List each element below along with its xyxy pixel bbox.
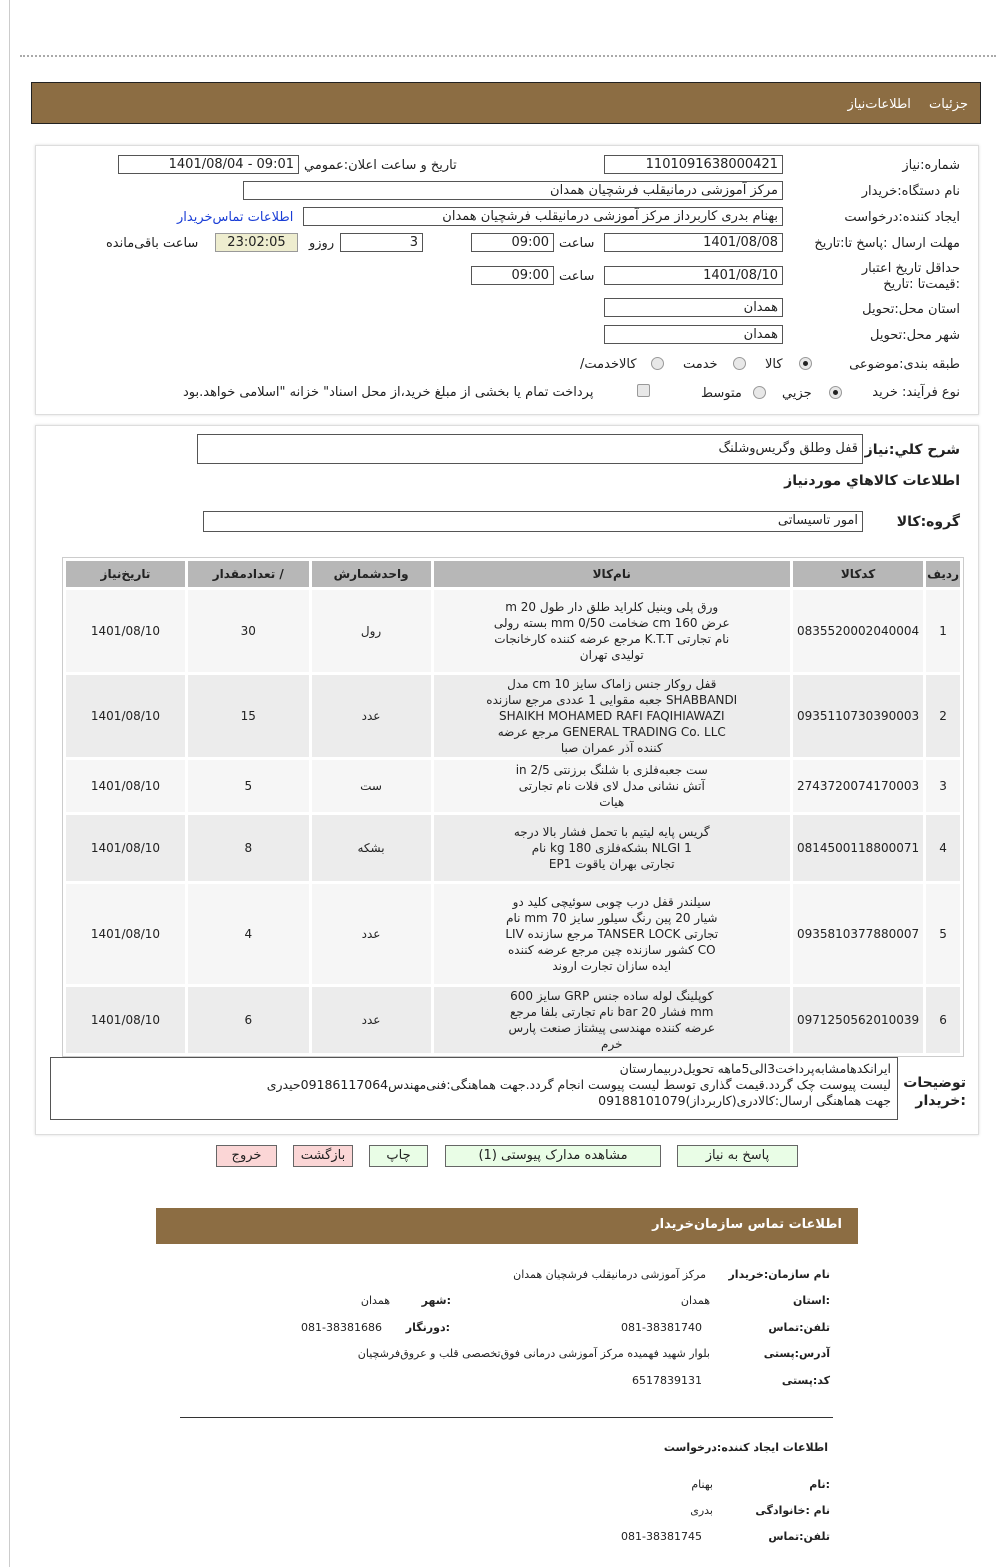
process-minor-label: جزيي bbox=[782, 386, 812, 401]
creator-name-label: :نام bbox=[809, 1478, 830, 1491]
group-label: گروه:کالا bbox=[896, 514, 960, 530]
category-goods-label: کالا bbox=[765, 357, 783, 372]
buyer-org-field: مرکز آموزشی درمانیقلب فرشچیان همدان bbox=[243, 181, 783, 200]
view-attachments-button[interactable]: مشاهده مدارک پیوستی (1) bbox=[445, 1145, 661, 1167]
item-unit: بشکه bbox=[312, 815, 431, 881]
table-row bbox=[66, 590, 960, 672]
top-divider bbox=[20, 55, 996, 57]
deadline-time-label: ساعت bbox=[559, 236, 595, 251]
item-unit: عدد bbox=[312, 987, 431, 1053]
contact-fax-value: 081-38381686 bbox=[301, 1321, 382, 1334]
item-qty: 5 bbox=[188, 760, 309, 812]
item-unit: عدد bbox=[312, 884, 431, 984]
category-label: طبقه بندی:موضوعی bbox=[849, 357, 960, 372]
notes-line-1: ایرانکدهامشابه‌پرداخت3الی5ماهه تحویل‌دربیمارستان bbox=[619, 1061, 891, 1076]
item-date: 1401/08/10 bbox=[66, 760, 185, 812]
deadline-time-field: 09:00 bbox=[471, 233, 554, 252]
item-name: قفل روکار جنس زاماک سایز 10 cm مدل SHABBANDI جعبه مقوایی 1 عددی مرجع سازنده SHAIKH MOHAMED RAFI FAQIHIAWAZI GENERAL TRADING Co. LLC مرجع عرضه کننده آذر عمران صبا bbox=[434, 675, 790, 757]
contact-phone-value: 081-38381740 bbox=[621, 1321, 702, 1334]
respond-button[interactable]: پاسخ به نیاز bbox=[677, 1145, 798, 1167]
item-name: گریس پایه لیتیم با تحمل فشار بالا درجه NLGI 1 بشکه‌فلزی 180 kg نام تجارتی بهران یاقوت EP1 bbox=[434, 815, 790, 881]
deadline-date-field: 1401/08/08 bbox=[604, 233, 783, 252]
treasury-payment-checkbox[interactable] bbox=[637, 384, 650, 397]
item-code: 0935810377880007 bbox=[793, 884, 923, 984]
section-divider bbox=[180, 1417, 833, 1418]
col-unit: واحدشمارش bbox=[312, 561, 431, 587]
buyer-notes-label: توضیحات :خریدار bbox=[903, 1075, 966, 1109]
contact-fax-label: :دورنگار bbox=[405, 1321, 450, 1334]
item-qty: 4 bbox=[188, 884, 309, 984]
org-label: نام سازمان:خریدار bbox=[728, 1268, 830, 1281]
row-number: 2 bbox=[926, 675, 960, 757]
process-minor-radio[interactable] bbox=[829, 386, 842, 399]
buyer-org-label: نام دستگاه:خریدار bbox=[861, 184, 960, 199]
goods-table bbox=[62, 557, 964, 1057]
table-row bbox=[66, 987, 960, 1053]
print-button[interactable]: چاپ bbox=[369, 1145, 428, 1167]
category-service-radio[interactable] bbox=[733, 357, 746, 370]
treasury-payment-label: پرداخت تمام یا بخشی از مبلغ خرید،از محل اسناد" خزانه "اسلامی خواهد.بود bbox=[183, 385, 594, 400]
validity-time-field: 09:00 bbox=[471, 266, 554, 285]
remaining-timer: 23:02:05 bbox=[215, 233, 298, 252]
contact-province-label: :استان bbox=[793, 1294, 830, 1307]
province-label: استان محل:تحویل bbox=[862, 302, 960, 317]
item-code: 0935110730390003 bbox=[793, 675, 923, 757]
validity-label: حداقل تاریخ اعتبار :قیمت‌تا :تاریخ bbox=[861, 261, 960, 292]
table-row bbox=[66, 884, 960, 984]
creator-phone-label: تلفن:تماس bbox=[768, 1530, 830, 1543]
item-date: 1401/08/10 bbox=[66, 884, 185, 984]
contact-province-value: همدان bbox=[680, 1294, 710, 1307]
contact-city-value: همدان bbox=[360, 1294, 390, 1307]
row-number: 5 bbox=[926, 884, 960, 984]
row-number: 1 bbox=[926, 590, 960, 672]
contact-phone-label: تلفن:تماس bbox=[768, 1321, 830, 1334]
notes-line-2: لیست پیوست چک گردد.قیمت گذاری توسط لیست پیوست انجام گردد.جهت هماهنگی:فنی‌مهندس09186117064حیدری bbox=[266, 1077, 891, 1092]
item-code: 2743720074170003 bbox=[793, 760, 923, 812]
deadline-label: مهلت ارسال :پاسخ تا:تاریخ bbox=[814, 236, 960, 251]
row-number: 4 bbox=[926, 815, 960, 881]
process-medium-radio[interactable] bbox=[753, 386, 766, 399]
buyer-contact-link[interactable]: اطلاعات تماس‌خریدار bbox=[177, 210, 294, 225]
summary-field: قفل وطلق وگریس‌وشلنگ bbox=[197, 434, 863, 464]
col-date: تاریخ‌نیاز bbox=[66, 561, 185, 587]
item-qty: 8 bbox=[188, 815, 309, 881]
city-label: شهر محل:تحویل bbox=[870, 328, 960, 343]
row-number: 6 bbox=[926, 987, 960, 1053]
item-name: ورق پلی وینیل کلراید طلق دار طول 20 m عرض 160 cm ضخامت 0/50 mm بسته رولی نام تجارتی K.T.T مرجع عرضه کننده کارخانجات تولیدی تهران bbox=[434, 590, 790, 672]
category-goods-service-label: /کالاخدمت bbox=[580, 357, 637, 372]
item-name: کوپلینگ لوله ساده جنس GRP سایز 600 mm فشار 20 bar نام تجارتی بلفا مرجع عرضه کننده مهندسی پیشتاز صنعت پارس خرم bbox=[434, 987, 790, 1053]
validity-date-field: 1401/08/10 bbox=[604, 266, 783, 285]
buyer-notes-box bbox=[50, 1057, 898, 1120]
contact-address-value: بلوار شهید فهمیده مرکز آموزشی درمانی فوق‌تخصصی قلب و عروق‌فرشچیان bbox=[357, 1347, 710, 1360]
days-label: روزو bbox=[309, 236, 335, 251]
col-row: ردیف bbox=[926, 561, 960, 587]
item-date: 1401/08/10 bbox=[66, 590, 185, 672]
validity-time-label: ساعت bbox=[559, 269, 595, 284]
page-header-bar bbox=[31, 82, 981, 124]
item-unit: عدد bbox=[312, 675, 431, 757]
col-name: نام‌کالا bbox=[434, 561, 790, 587]
item-date: 1401/08/10 bbox=[66, 987, 185, 1053]
contact-postal-label: کد:پستی bbox=[781, 1374, 830, 1387]
category-service-label: خدمت bbox=[683, 357, 718, 372]
table-header-row bbox=[66, 561, 960, 587]
contact-address-label: آدرس:پستی bbox=[763, 1347, 830, 1360]
province-field: همدان bbox=[604, 298, 783, 317]
announce-field: 1401/08/04 - 09:01 bbox=[118, 155, 299, 174]
tab-need-info[interactable]: اطلاعات‌نیاز bbox=[847, 97, 911, 112]
goods-title: اطلاعات کالاهاي موردنياز bbox=[784, 473, 960, 489]
item-qty: 15 bbox=[188, 675, 309, 757]
item-date: 1401/08/10 bbox=[66, 815, 185, 881]
group-field: امور تاسیساتی bbox=[203, 511, 863, 532]
item-qty: 30 bbox=[188, 590, 309, 672]
category-goods-radio[interactable] bbox=[799, 357, 812, 370]
item-name: سیلندر قفل درب چوبی سوئیچی کلید دو شیار 20 پین رنگ سیلور سایز 70 mm نام تجارتی TANSER LOCK مرجع سازنده LIV CO کشور سازنده چین مرجع عرضه کننده ایده سازان تجارت اروند bbox=[434, 884, 790, 984]
page-left-rule bbox=[9, 0, 10, 1567]
col-code: کدکالا bbox=[793, 561, 923, 587]
item-code: 0971250562010039 bbox=[793, 987, 923, 1053]
creator-label: ایجاد کننده:درخواست bbox=[844, 210, 960, 225]
exit-button[interactable]: خروج bbox=[216, 1145, 277, 1167]
summary-label: شرح کلي:نیاز bbox=[864, 442, 960, 458]
remaining-label: ساعت باقی‌مانده bbox=[106, 236, 199, 251]
row-number: 3 bbox=[926, 760, 960, 812]
creator-family-value: بدری bbox=[690, 1504, 713, 1517]
announce-label: تاریخ و ساعت اعلان:عمومي bbox=[304, 158, 457, 173]
item-name: ست جعبه‌فلزی با شلنگ برزنتی 2/5 in آتش نشانی مدل لای فلات نام تجارتی هیات bbox=[434, 760, 790, 812]
category-goods-service-radio[interactable] bbox=[651, 357, 664, 370]
tab-details[interactable]: جزئیات bbox=[929, 97, 968, 112]
creator-field: بهنام بدری کاربرداز مرکز آموزشی درمانیقلب فرشچیان همدان bbox=[303, 207, 783, 226]
org-value: مرکز آموزشی درمانیقلب فرشچیان همدان bbox=[513, 1268, 706, 1281]
table-row bbox=[66, 760, 960, 812]
item-code: 0814500118800071 bbox=[793, 815, 923, 881]
need-number-label: شماره:نیاز bbox=[902, 158, 960, 173]
contact-postal-value: 6517839131 bbox=[632, 1374, 702, 1387]
days-field: 3 bbox=[340, 233, 423, 252]
item-qty: 6 bbox=[188, 987, 309, 1053]
col-qty: / تعدادمقدار bbox=[188, 561, 309, 587]
creator-family-label: نام :خانوادگی bbox=[755, 1504, 830, 1517]
item-date: 1401/08/10 bbox=[66, 675, 185, 757]
back-button[interactable]: بازگشت bbox=[293, 1145, 353, 1167]
notes-line-3: جهت هماهنگی ارسال:کالادری(کاربرداز)09188101079 bbox=[598, 1093, 891, 1108]
city-field: همدان bbox=[604, 325, 783, 344]
creator-info-title: اطلاعات ایجاد کننده:درخواست bbox=[663, 1441, 828, 1454]
contact-city-label: :شهر bbox=[421, 1294, 451, 1307]
buyer-contact-header: اطلاعات تماس سازمان‌خریدار bbox=[156, 1208, 858, 1244]
process-medium-label: متوسط bbox=[701, 386, 742, 401]
need-number-field: 1101091638000421 bbox=[604, 155, 783, 174]
creator-phone-value: 081-38381745 bbox=[621, 1530, 702, 1543]
item-unit: ست bbox=[312, 760, 431, 812]
table-row bbox=[66, 815, 960, 881]
item-unit: رول bbox=[312, 590, 431, 672]
creator-name-value: بهنام bbox=[691, 1478, 713, 1491]
process-label: نوع فرآیند: خرید bbox=[872, 385, 960, 400]
item-code: 0835520002040004 bbox=[793, 590, 923, 672]
table-row bbox=[66, 675, 960, 757]
